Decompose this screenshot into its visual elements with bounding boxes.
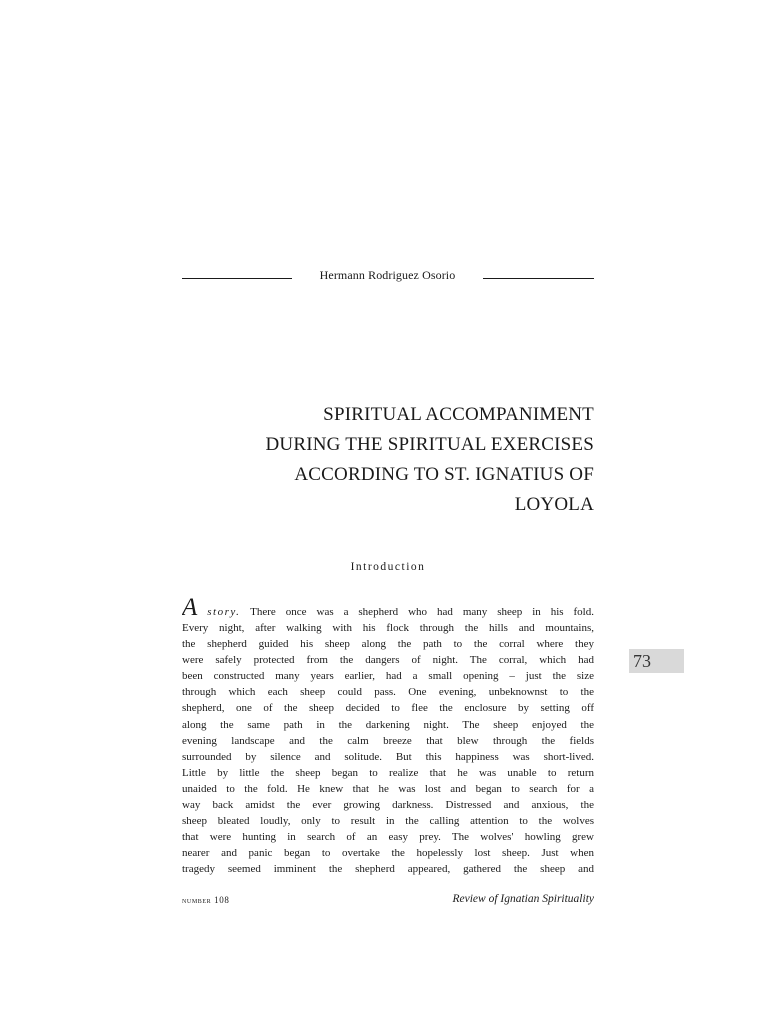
title-line: ACCORDING TO ST. IGNATIUS OF: [294, 464, 594, 485]
body-line: been constructed many years earlier, had a small opening – just the size: [182, 670, 594, 683]
body-line: were safely protected from the dangers of night. The corral, which had: [182, 654, 594, 667]
header-rule-right: [483, 278, 594, 279]
title-line: LOYOLA: [514, 494, 594, 515]
body-line: tragedy seemed imminent the shepherd appeared, gathered the sheep and: [182, 863, 594, 876]
body-line: nearer and panic began to overtake the hopelessly lost sheep. Just when: [182, 847, 594, 860]
body-line: Little by little the sheep began to realize that he was unable to return: [182, 766, 594, 779]
body-line: that were hunting in search of an easy prey. The wolves' howling grew: [182, 831, 594, 844]
article-title: [182, 400, 594, 520]
lead-in: story.: [207, 606, 241, 618]
header-rule-left: [182, 278, 292, 279]
body-line: through which each sheep could pass. One evening, unbeknownst to the: [182, 686, 594, 699]
body-line: Every night, after walking with his flock through the hills and mountains,: [182, 622, 594, 634]
author-header: [182, 267, 594, 287]
body-line: [182, 598, 594, 620]
body-line: the shepherd guided his sheep along the path to the corral where they: [182, 638, 594, 651]
body-line: way back amidst the ever growing darkness. Distressed and anxious, the: [182, 799, 594, 812]
body-paragraph: [182, 598, 594, 878]
title-line: DURING THE SPIRITUAL EXERCISES: [265, 434, 594, 455]
body-line: shepherd, one of the sheep decided to flee the enclosure by setting off: [182, 702, 594, 715]
body-line: evening landscape and the calm breeze that blew through the fields: [182, 734, 594, 747]
journal-name: Review of Ignatian Spirituality: [452, 893, 594, 905]
page-number: 73: [633, 651, 651, 671]
body-line: sheep bleated loudly, only to result in the calling attention to the wolves: [182, 815, 594, 828]
page-number-tab: [629, 649, 684, 673]
body-line: along the same path in the darkening night. The sheep enjoyed the: [182, 718, 594, 731]
title-line: SPIRITUAL ACCOMPANIMENT: [323, 404, 594, 425]
body-line-text: There once was a shepherd who had many sheep in his fold.: [250, 606, 594, 618]
issue-number: number 108: [182, 895, 230, 905]
drop-cap: A: [182, 598, 198, 620]
body-line: surrounded by silence and solitude. But this happiness was short-lived.: [182, 750, 594, 763]
author-name: Hermann Rodriguez Osorio: [319, 268, 456, 282]
section-heading: Introduction: [350, 561, 426, 573]
body-line: unaided to the fold. He knew that he was lost and began to search for a: [182, 782, 594, 795]
